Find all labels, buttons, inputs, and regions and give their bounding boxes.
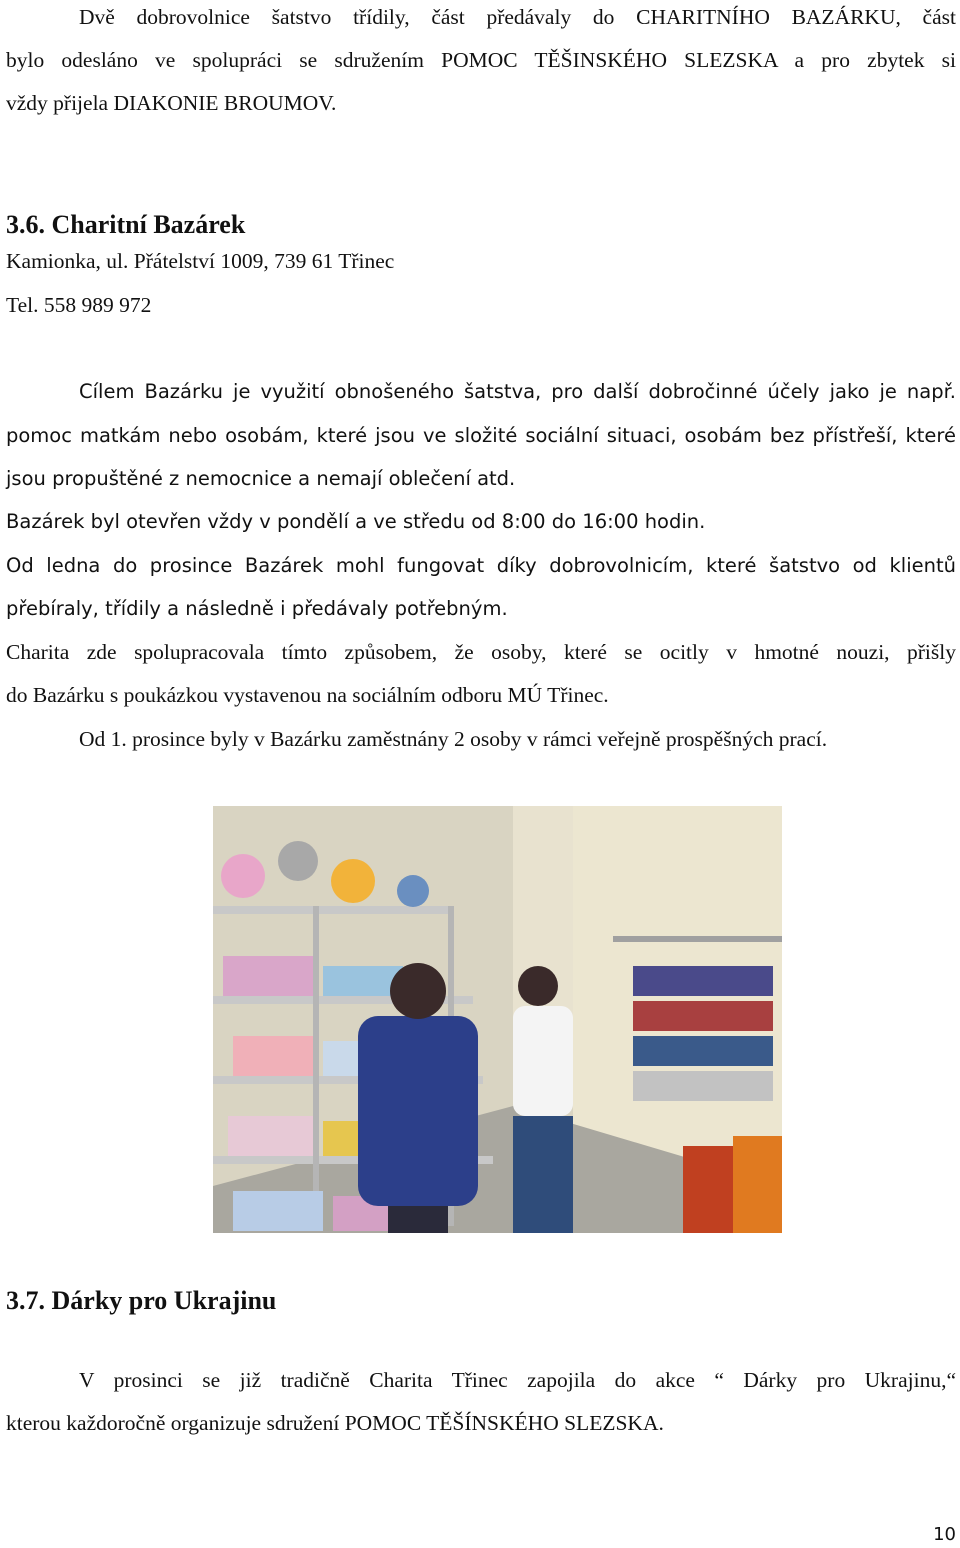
para4-line: Od 1. prosince byly v Bazárku zaměstnány 2 osoby v rámci veřejně prospěšných prací. [79,727,828,751]
para1-line-1: Cílem Bazárku je využití obnošeného šatstva, pro další dobročinné účely jako je např. [79,380,956,403]
section-heading-3-7: 3.7. Dárky pro Ukrajinu [6,1286,277,1315]
para3-line-2: do Bazárku s poukázkou vystavenou na sociálním odboru MÚ Třinec. [6,683,609,707]
phone-line: Tel. 558 989 972 [6,293,152,317]
para3-line-1: Charita zde spolupracovala tímto způsobem, že osoby, které se ocitly v hmotné nouzi, přišly [6,640,956,664]
bazaar-photo [213,806,782,1233]
intro-line-2: bylo odesláno ve spolupráci se sdružením POMOC TĚŠINSKÉHO SLEZSKA a pro zbytek si [6,48,956,72]
para2-line-2: přebíraly, třídily a následně i předávaly potřebným. [6,597,508,620]
ukraine-line-1: V prosinci se již tradičně Charita Třinec zapojila do akce “ Dárky pro Ukrajinu,“ [79,1368,956,1392]
para1-line-2: pomoc matkám nebo osobám, které jsou ve složité sociální situaci, osobám bez přístřeší, které [6,424,956,447]
section-heading-3-6: 3.6. Charitní Bazárek [6,210,246,239]
hours-line: Bazárek byl otevřen vždy v pondělí a ve středu od 8:00 do 16:00 hodin. [6,510,706,533]
para1-line-3: jsou propuštěné z nemocnice a nemají oblečení atd. [6,467,516,490]
para2-line-1: Od ledna do prosince Bazárek mohl fungovat díky dobrovolnicím, které šatstvo od klientů [6,554,956,577]
page-number: 10 [933,1524,956,1545]
ukraine-line-2: kterou každoročně organizuje sdružení POMOC TĚŠÍNSKÉHO SLEZSKA. [6,1411,664,1435]
intro-line-3: vždy přijela DIAKONIE BROUMOV. [6,91,337,115]
intro-line-1: Dvě dobrovolnice šatstvo třídily, část předávaly do CHARITNÍHO BAZÁRKU, část [79,5,956,29]
address-line: Kamionka, ul. Přátelství 1009, 739 61 Třinec [6,249,395,273]
